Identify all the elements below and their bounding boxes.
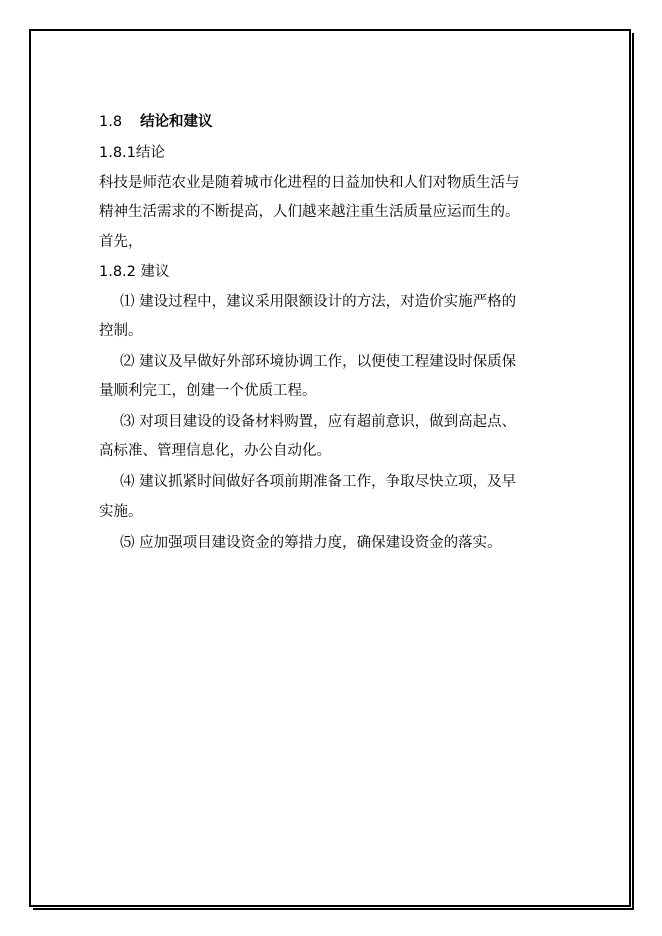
- suggestion-item-4-line-1: ⑷ 建议抓紧时间做好各项前期准备工作，争取尽快立项，及早: [120, 474, 517, 490]
- conclusion-line: 精神生活需求的不断提高，人们越来越注重生活质量应运而生的。: [99, 204, 520, 220]
- suggestion-item-1-line-1: ⑴ 建设过程中，建议采用限额设计的方法，对造价实施严格的: [120, 294, 517, 310]
- suggestion-item-2-line-2: 量顺利完工，创建一个优质工程。: [99, 383, 317, 399]
- suggestion-item-1-line-2: 控制。: [99, 323, 143, 339]
- conclusion-heading: 1.8.1结论: [99, 145, 165, 161]
- suggestion-item-3-line-2: 高标准、管理信息化，办公自动化。: [99, 443, 331, 459]
- suggestion-item-3-line-1: ⑶ 对项目建设的设备材料购置，应有超前意识，做到高起点、: [120, 414, 517, 430]
- section-title: 结论和建议: [140, 114, 213, 130]
- conclusion-line: 首先，: [99, 234, 143, 250]
- suggestion-heading: 1.8.2 建议: [99, 264, 170, 280]
- suggestion-item-5-line-1: ⑸ 应加强项目建设资金的筹措力度，确保建设资金的落实。: [120, 535, 502, 551]
- suggestion-item-4-line-2: 实施。: [99, 504, 143, 520]
- section-number: 1.8: [99, 114, 123, 130]
- suggestion-item-2-line-1: ⑵ 建议及早做好外部环境协调工作，以便使工程建设时保质保: [120, 354, 517, 370]
- section-heading: [99, 112, 213, 132]
- conclusion-line: 科技是师范农业是随着城市化进程的日益加快和人们对物质生活与: [99, 175, 520, 191]
